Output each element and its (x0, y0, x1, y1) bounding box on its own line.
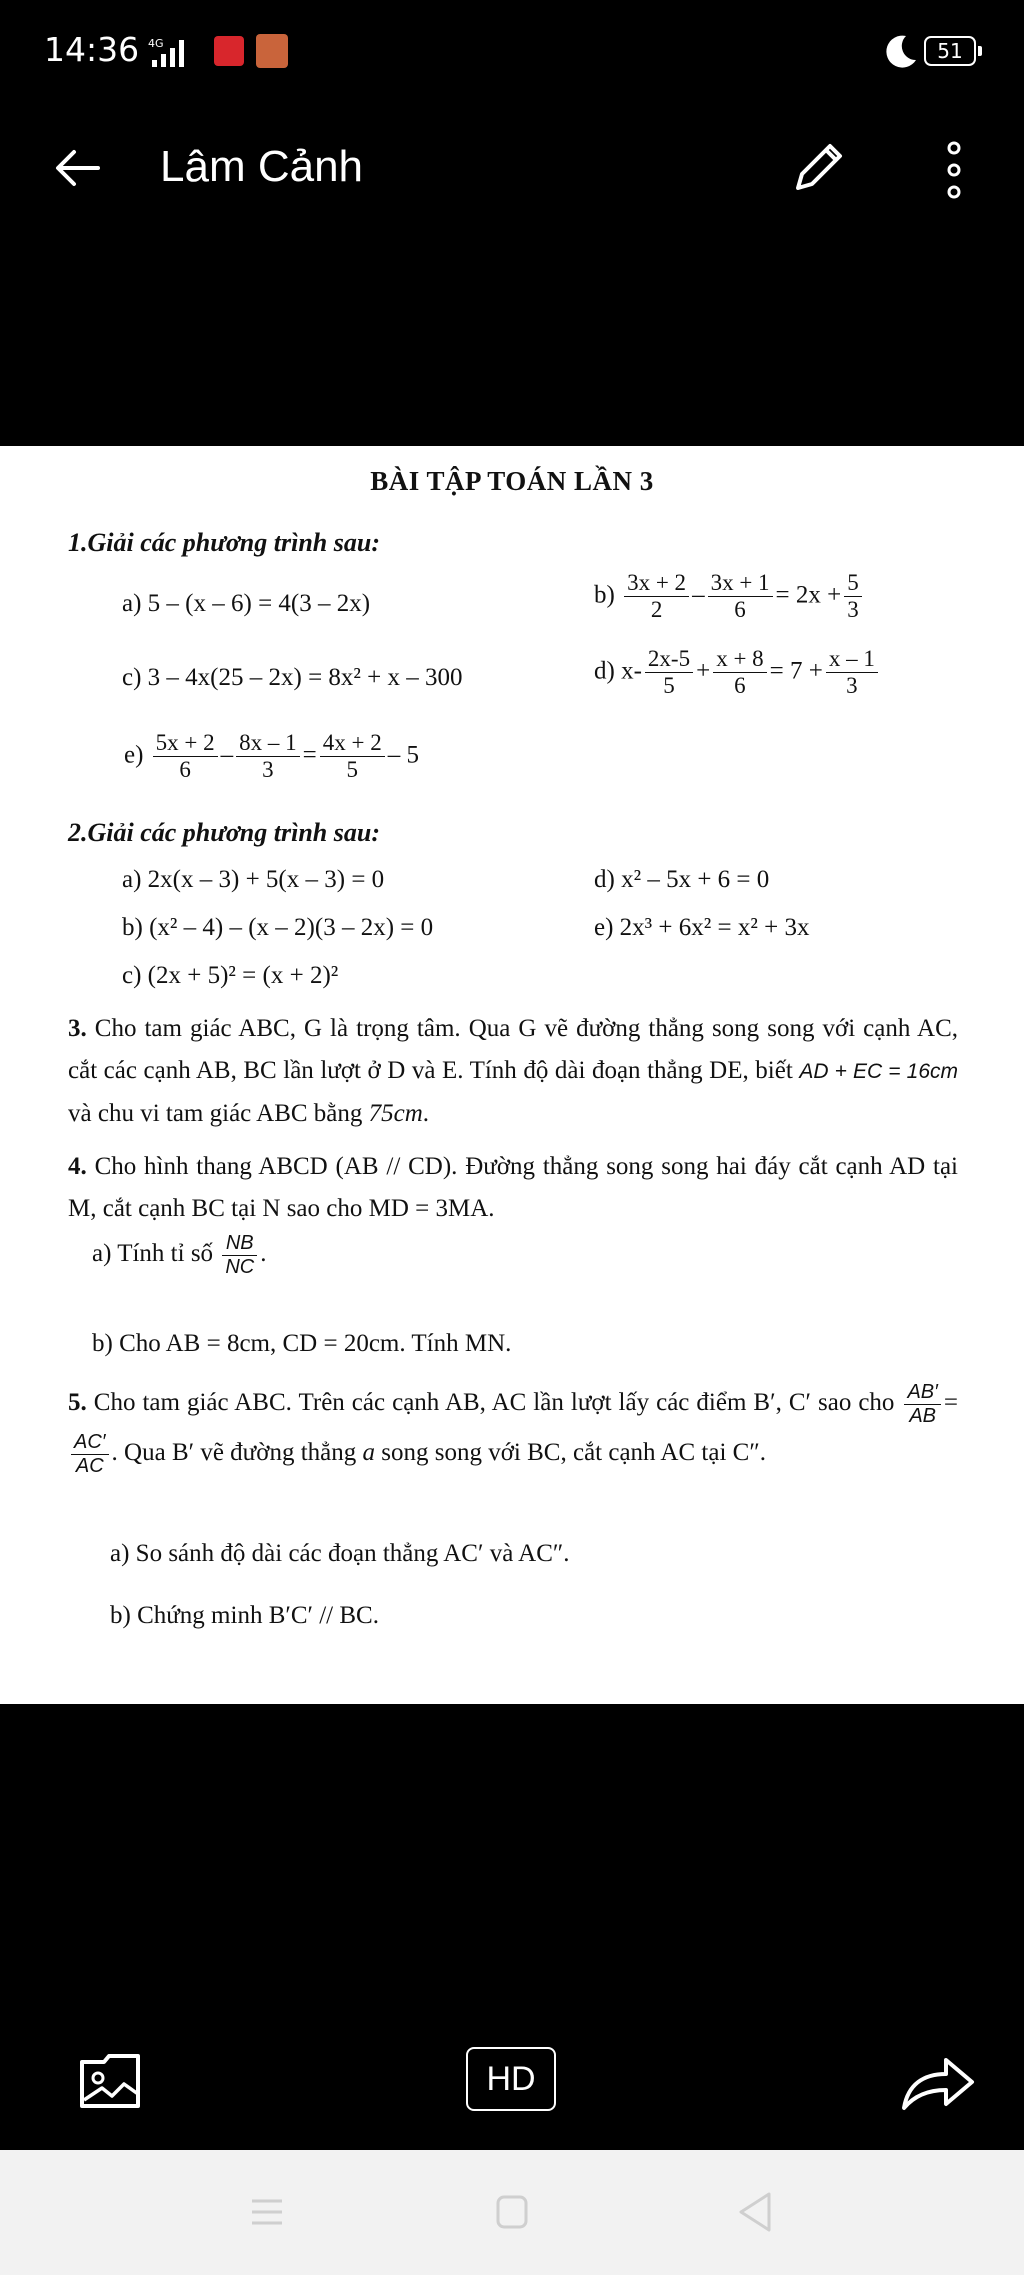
denominator: 6 (734, 597, 746, 623)
denominator: AC (75, 1454, 104, 1477)
denominator: 3 (846, 673, 858, 699)
problem3-text: Cho tam giác ABC, G là trọng tâm. Qua G vẽ đường thẳng song song với cạnh AC, cắt các cạnh AB, BC lần lượt ở D và E. Tính độ dài đoạn thẳng DE, biết (68, 1015, 958, 1084)
battery-indicator: 51 (924, 36, 976, 66)
worksheet-photo[interactable] (0, 446, 1024, 1704)
operator: – (692, 581, 705, 609)
problem3-formula: AD + EC = 16cm (799, 1060, 959, 1083)
network-type: 4G (148, 37, 164, 50)
denominator: 6 (734, 673, 746, 699)
numerator: 8x – 1 (236, 730, 300, 757)
eq1-d (594, 646, 881, 700)
problem3-value: 75cm (368, 1100, 423, 1127)
eq2-d: d) x² – 5x + 6 = 0 (594, 866, 770, 893)
section2-heading: 2.Giải các phương trình sau: (68, 818, 380, 847)
vtv-app-icon (214, 36, 244, 66)
moon-icon (878, 30, 922, 74)
problem3-text2: và chu vi tam giác ABC bằng (68, 1100, 363, 1127)
eq1-d-label: d) (594, 657, 615, 685)
eq1-e-label: e) (124, 741, 144, 769)
problem5-text2: . Qua B′ vẽ đường thẳng (111, 1439, 357, 1466)
fraction (236, 730, 300, 784)
operator: + (696, 657, 711, 685)
problem4-b: b) Cho AB = 8cm, CD = 20cm. Tính MN. (92, 1330, 512, 1357)
eq2-a: a) 2x(x – 3) + 5(x – 3) = 0 (122, 866, 385, 893)
problem5-text: Cho tam giác ABC. Trên các cạnh AB, AC lần lượt lấy các điểm B′, C′ sao cho (93, 1389, 895, 1416)
denominator: AB (909, 1404, 937, 1427)
contact-name: Lâm Cảnh (160, 142, 364, 191)
fraction (624, 570, 689, 624)
problem4-text: Cho hình thang ABCD (AB // CD). Đường thẳng song song hai đáy cắt cạnh AD tại M, cắt cạnh BC tại N sao cho MD = 3MA. (68, 1153, 958, 1222)
fraction (826, 646, 878, 700)
gallery-icon[interactable] (76, 2048, 146, 2114)
problem5-text3: song song với BC, cắt cạnh AC tại C″. (381, 1439, 766, 1466)
notification-app-icon (256, 34, 288, 68)
numerator: 3x + 1 (708, 570, 773, 597)
back-arrow-icon[interactable] (50, 140, 106, 196)
nav-back-icon[interactable] (737, 2190, 773, 2234)
recent-apps-icon[interactable] (250, 2195, 284, 2229)
period: . (422, 1100, 430, 1127)
fraction (844, 570, 862, 624)
problem4-a-text: a) Tính tỉ số (92, 1240, 214, 1268)
fraction (708, 570, 773, 624)
navigation-bar (0, 2150, 1024, 2275)
problem4 (68, 1146, 958, 1230)
denominator: 3 (847, 597, 859, 623)
eq2-c: c) (2x + 5)² = (x + 2)² (122, 962, 339, 989)
eq1-b-label: b) (594, 581, 615, 609)
numerator: 5x + 2 (153, 730, 218, 757)
ratio-fraction (222, 1232, 257, 1279)
numerator: x + 8 (713, 646, 766, 673)
problem4-a (92, 1232, 266, 1279)
section1-heading: 1.Giải các phương trình sau: (68, 528, 380, 557)
fraction (320, 730, 385, 784)
hd-button[interactable]: HD (466, 2047, 556, 2111)
operator: x- (621, 657, 642, 685)
numerator: AB′ (904, 1381, 940, 1405)
status-time: 14:36 (44, 30, 140, 69)
document-title: BÀI TẬP TOÁN LẦN 3 (370, 466, 654, 496)
fraction (153, 730, 218, 784)
problem3 (68, 1008, 958, 1135)
denominator: NC (225, 1256, 255, 1278)
numerator: x – 1 (826, 646, 878, 673)
more-options-icon[interactable] (936, 138, 972, 202)
operator: – 5 (387, 741, 419, 769)
numerator: NB (222, 1232, 257, 1256)
problem5 (68, 1378, 958, 1478)
problem3-number: 3. (68, 1015, 87, 1042)
eq2-b: b) (x² – 4) – (x – 2)(3 – 2x) = 0 (122, 914, 434, 941)
eq1-c: c) 3 – 4x(25 – 2x) = 8x² + x – 300 (122, 664, 463, 691)
status-bar (0, 0, 1024, 100)
pencil-icon[interactable] (788, 136, 850, 198)
operator: – (220, 741, 234, 769)
operator: = 7 + (769, 657, 823, 685)
numerator: AC′ (71, 1431, 109, 1455)
problem5-a: a) So sánh độ dài các đoạn thẳng AC′ và AC″. (110, 1540, 570, 1567)
eq2-e: e) 2x³ + 6x² = x² + 3x (594, 914, 810, 941)
numerator: 5 (844, 570, 862, 597)
problem4-number: 4. (68, 1153, 87, 1180)
denominator: 3 (262, 757, 274, 783)
numerator: 4x + 2 (320, 730, 385, 757)
numerator: 2x-5 (645, 646, 693, 673)
signal-icon (146, 34, 198, 68)
home-icon[interactable] (495, 2194, 529, 2230)
denominator: 6 (179, 757, 191, 783)
eq1-a: a) 5 – (x – 6) = 4(3 – 2x) (122, 590, 371, 617)
denominator: 2 (650, 597, 663, 623)
operator: = (302, 741, 317, 769)
operator: = (943, 1389, 959, 1416)
problem5-b: b) Chứng minh B′C′ // BC. (110, 1602, 379, 1629)
denominator: 5 (663, 673, 675, 699)
eq1-e (124, 730, 419, 784)
operator: = 2x + (775, 581, 842, 609)
fraction (645, 646, 693, 700)
period: . (260, 1240, 267, 1268)
fraction (904, 1381, 940, 1428)
denominator: 5 (346, 757, 358, 783)
line-variable: a (362, 1439, 375, 1466)
app-header (0, 110, 1024, 220)
fraction (71, 1431, 109, 1478)
eq1-b (594, 570, 865, 624)
fraction (713, 646, 766, 700)
bottom-toolbar (0, 2030, 1024, 2150)
problem5-number: 5. (68, 1389, 87, 1416)
share-icon[interactable] (898, 2048, 978, 2114)
numerator: 3x + 2 (624, 570, 689, 597)
